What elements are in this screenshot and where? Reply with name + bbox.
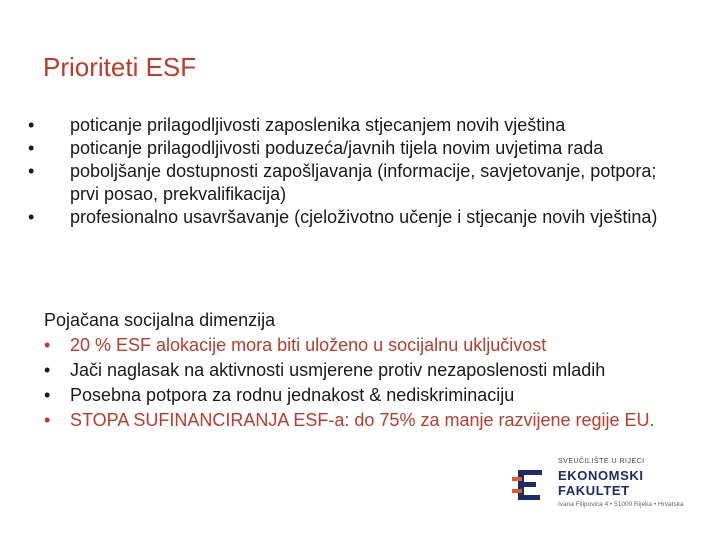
- faculty-logo: [512, 458, 702, 506]
- logo-address: Ivana Filipovića 4 • 51000 Rijeka • Hrvatska: [558, 501, 684, 508]
- logo-university: SVEUČILIŠTE U RIJECI: [558, 458, 645, 465]
- logo-text: [558, 458, 702, 508]
- list-item: • Jači naglasak na aktivnosti usmjerene protiv nezaposlenosti mladih: [44, 358, 704, 383]
- list-item: • profesionalno usavršavanje (cjeloživotno učenje i stjecanje novih vještina): [28, 206, 678, 229]
- logo-faculty-name: EKONOMSKI FAKULTET: [558, 468, 644, 498]
- list-item: • 20 % ESF alokacije mora biti uloženo u socijalnu uključivost: [44, 333, 704, 358]
- slide-title: Prioriteti ESF: [43, 52, 197, 82]
- priorities-list: [28, 114, 678, 229]
- list-item: • Posebna potpora za rodnu jednakost & nediskriminaciju: [44, 383, 704, 408]
- social-dimension-list: [44, 333, 704, 433]
- faculty-logo-icon: [512, 468, 546, 502]
- list-item: • poboljšanje dostupnosti zapošljavanja (informacije, savjetovanje, potpora; prvi posao, prekvalifikacija): [28, 160, 678, 206]
- list-item: • STOPA SUFINANCIRANJA ESF-a: do 75% za manje razvijene regije EU.: [44, 408, 704, 433]
- list-item: • poticanje prilagodljivosti zaposlenika stjecanjem novih vještina: [28, 114, 678, 137]
- section-heading: Pojačana socijalna dimenzija: [44, 310, 276, 330]
- list-item: • poticanje prilagodljivosti poduzeća/javnih tijela novim uvjetima rada: [28, 137, 678, 160]
- social-dimension-section: [44, 308, 704, 433]
